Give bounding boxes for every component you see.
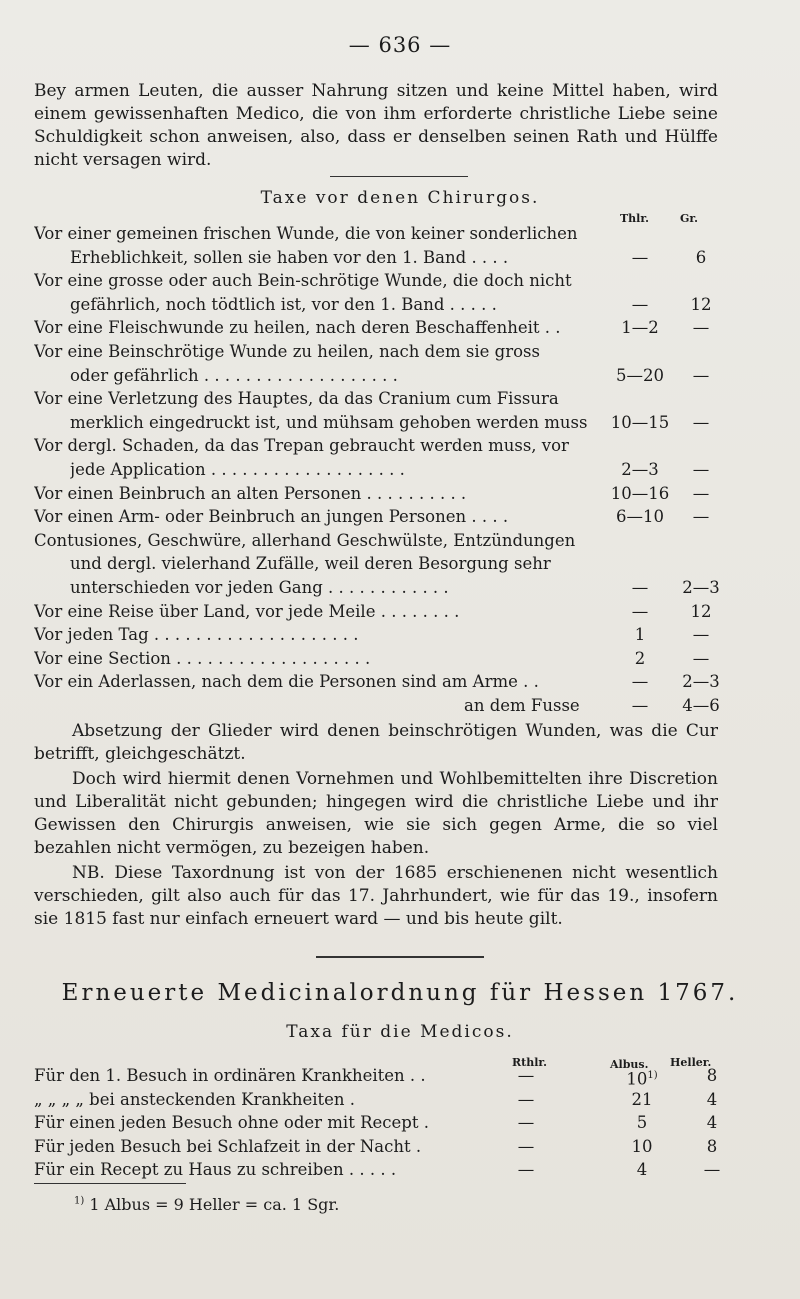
cell-thlr: —: [631, 601, 649, 621]
cell-thlr: 5—20: [616, 365, 664, 385]
cell-thlr: 6—10: [616, 507, 664, 527]
row-description: oder gefährlich . . . . . . . . . . . . . . . . . . .: [70, 365, 398, 385]
cell-thlr: 1: [634, 625, 646, 645]
col-header-thlr: Thlr.: [620, 212, 649, 225]
paragraph-discretion: Doch wird hiermit denen Vornehmen und Wohlbemittelten ihre Discretion und Liberalität nicht gebunden; hingegen wird die christliche Liebe und ihr Gewissen den Chirurgis anweisen, wie sie sich gegen Arme, die so viel bezahlen nicht vermögen, zu bezeigen haben.: [34, 769, 718, 858]
cell-heller: 4: [706, 1113, 718, 1133]
hessen-subtitle: Taxa für die Medicos.: [286, 1022, 514, 1042]
cell-rthlr: —: [517, 1089, 535, 1109]
cell-gr: 2—3: [682, 577, 720, 597]
row-description: Vor einer gemeinen frischen Wunde, die von keiner sonderlichen: [34, 224, 578, 243]
cell-thlr: 10—15: [610, 412, 670, 432]
table-row: [34, 293, 724, 317]
row-description: Für den 1. Besuch in ordinären Krankheiten . .: [34, 1066, 426, 1085]
row-description: jede Application . . . . . . . . . . . . . . . . . . .: [70, 459, 405, 479]
row-description: Vor ein Aderlassen, nach dem die Personen sind am Arme . .: [34, 672, 539, 692]
section-divider: [316, 956, 484, 958]
albus-value: 10: [626, 1069, 648, 1089]
footnote-marker: 1): [74, 1195, 85, 1207]
row-description: Vor eine grosse oder auch Bein-schrötige Wunde, die doch nicht: [34, 271, 572, 291]
intro-paragraph: Bey armen Leuten, die ausser Nahrung sitzen und keine Mittel haben, wird einem gewissenhaften Medico, die von ihm erforderte christliche Liebe seine Schuldigkeit schon anweisen, also, dass er denselben seinen Rath und Hülffe nicht versagen wird.: [34, 81, 718, 170]
table-row: [34, 482, 724, 506]
cell-gr: —: [692, 507, 710, 527]
page-number: — 636 —: [348, 33, 452, 57]
cell-gr: —: [692, 483, 710, 503]
col-header-rthlr: Rthlr.: [512, 1056, 548, 1069]
table-row: [34, 670, 724, 694]
row-description: Vor jeden Tag . . . . . . . . . . . . . . . . . . . .: [34, 625, 359, 645]
cell-gr: —: [692, 648, 710, 668]
row-description: Contusiones, Geschwüre, allerhand Geschwülste, Entzündungen: [34, 530, 576, 550]
table-row: [34, 222, 724, 246]
cell-gr: —: [692, 625, 710, 645]
cell-rthlr: —: [517, 1113, 535, 1133]
row-description: und dergl. vielerhand Zufälle, weil deren Besorgung sehr: [70, 554, 551, 574]
table-row: [34, 600, 724, 624]
cell-gr: 12: [690, 601, 712, 621]
cell-albus: [606, 1135, 678, 1159]
table-row: [34, 694, 724, 718]
row-description: unterschieden vor jeden Gang . . . . . . . . . . . .: [70, 577, 449, 597]
table-row: [34, 576, 724, 600]
row-description: Vor eine Beinschrötige Wunde zu heilen, nach dem sie gross: [34, 341, 540, 361]
table-row: [34, 411, 724, 435]
row-description: Vor einen Arm- oder Beinbruch an jungen Personen . . . .: [34, 507, 509, 527]
table-row: [34, 1088, 724, 1112]
cell-thlr: —: [631, 577, 649, 597]
row-description: Vor einen Beinbruch an alten Personen . . . . . . . . . .: [34, 483, 467, 503]
table-row: [34, 1158, 724, 1182]
albus-value: 10: [631, 1136, 653, 1156]
table-row: [34, 1111, 724, 1135]
cell-thlr: —: [631, 672, 649, 692]
cell-thlr: 2: [634, 648, 646, 668]
albus-value: 5: [636, 1113, 648, 1133]
footnote-divider: [34, 1183, 186, 1184]
row-description: Vor eine Reise über Land, vor jede Meile . . . . . . . .: [34, 601, 460, 621]
cell-gr: —: [692, 365, 710, 385]
table-row: [34, 434, 724, 458]
footnote-ref: 1): [647, 1070, 658, 1081]
section-divider: [330, 176, 468, 177]
chirurgen-tax-table: [34, 222, 724, 717]
row-description: Vor eine Fleischwunde zu heilen, nach deren Beschaffenheit . .: [34, 318, 561, 338]
col-header-albus: Albus.: [610, 1058, 649, 1071]
cell-albus: [606, 1111, 678, 1135]
cell-heller: 8: [706, 1136, 718, 1156]
row-description: Vor dergl. Schaden, da das Trepan gebraucht werden muss, vor: [34, 436, 569, 456]
table-row: [34, 1064, 724, 1088]
footnote: [74, 1195, 339, 1214]
row-description: an dem Fusse: [464, 695, 580, 715]
row-description: Vor eine Section . . . . . . . . . . . . . . . . . . .: [34, 648, 371, 668]
footnote-text: 1 Albus = 9 Heller = ca. 1 Sgr.: [89, 1195, 340, 1214]
cell-thlr: —: [631, 247, 649, 267]
table-row: [34, 246, 724, 270]
hessen-title: Erneuerte Medicinalordnung für Hessen 1767.: [61, 980, 739, 1006]
table-row: [34, 269, 724, 293]
paragraph-nb: NB. Diese Taxordnung ist von der 1685 erschienenen nicht wesentlich verschieden, gilt also auch für das 17. Jahrhundert, wie für das 19., insofern sie 1815 fast nur einfach erneuert ward — und bis heute gilt.: [34, 863, 718, 929]
table-row: [34, 340, 724, 364]
cell-thlr: —: [631, 695, 649, 715]
table-row: [34, 1135, 724, 1159]
table-row: [34, 458, 724, 482]
cell-heller: 4: [706, 1089, 718, 1109]
cell-rthlr: —: [517, 1160, 535, 1180]
row-description: Erheblichkeit, sollen sie haben vor den 1. Band . . . .: [70, 247, 509, 267]
cell-gr: —: [692, 412, 710, 432]
cell-heller: —: [703, 1160, 721, 1180]
paragraph-absetzung: Absetzung der Glieder wird denen beinschrötigen Wunden, was die Cur betrifft, gleichgeschätzt.: [34, 721, 718, 764]
table-row: [34, 647, 724, 671]
cell-thlr: 10—16: [610, 483, 670, 503]
albus-value: 4: [636, 1160, 648, 1180]
cell-gr: 6: [695, 247, 707, 267]
row-description: Für jeden Besuch bei Schlafzeit in der Nacht .: [34, 1136, 422, 1156]
cell-gr: 12: [690, 294, 712, 314]
table-row: [34, 387, 724, 411]
row-description: merklich eingedruckt ist, und mühsam gehoben werden muss: [70, 412, 588, 432]
hessen-tax-table: [34, 1064, 724, 1182]
col-header-heller: Heller.: [670, 1056, 712, 1069]
table-row: [34, 529, 724, 553]
cell-heller: 8: [706, 1066, 718, 1085]
cell-gr: 4—6: [682, 695, 720, 715]
table-row: [34, 552, 724, 576]
cell-gr: —: [692, 318, 710, 338]
cell-thlr: —: [631, 294, 649, 314]
cell-gr: —: [692, 459, 710, 479]
table-row: [34, 505, 724, 529]
table-row: [34, 316, 724, 340]
table-row: [34, 364, 724, 388]
cell-albus: [606, 1088, 678, 1112]
chirurgen-title: Taxe vor denen Chirurgos.: [260, 188, 540, 208]
cell-thlr: 1—2: [621, 318, 659, 338]
cell-albus: [606, 1158, 678, 1182]
table-row: [34, 623, 724, 647]
row-description: „ „ „ „ bei ansteckenden Krankheiten .: [34, 1089, 356, 1109]
row-description: Für einen jeden Besuch ohne oder mit Recept .: [34, 1113, 429, 1133]
cell-rthlr: —: [517, 1066, 535, 1085]
col-header-gr: Gr.: [680, 212, 699, 225]
albus-value: 21: [631, 1089, 653, 1109]
cell-thlr: 2—3: [621, 459, 659, 479]
cell-gr: 2—3: [682, 672, 720, 692]
row-description: gefährlich, noch tödtlich ist, vor den 1. Band . . . . .: [70, 294, 497, 314]
row-description: Für ein Recept zu Haus zu schreiben . . . . .: [34, 1160, 397, 1180]
row-description: Vor eine Verletzung des Hauptes, da das Cranium cum Fissura: [34, 389, 559, 409]
cell-rthlr: —: [517, 1136, 535, 1156]
